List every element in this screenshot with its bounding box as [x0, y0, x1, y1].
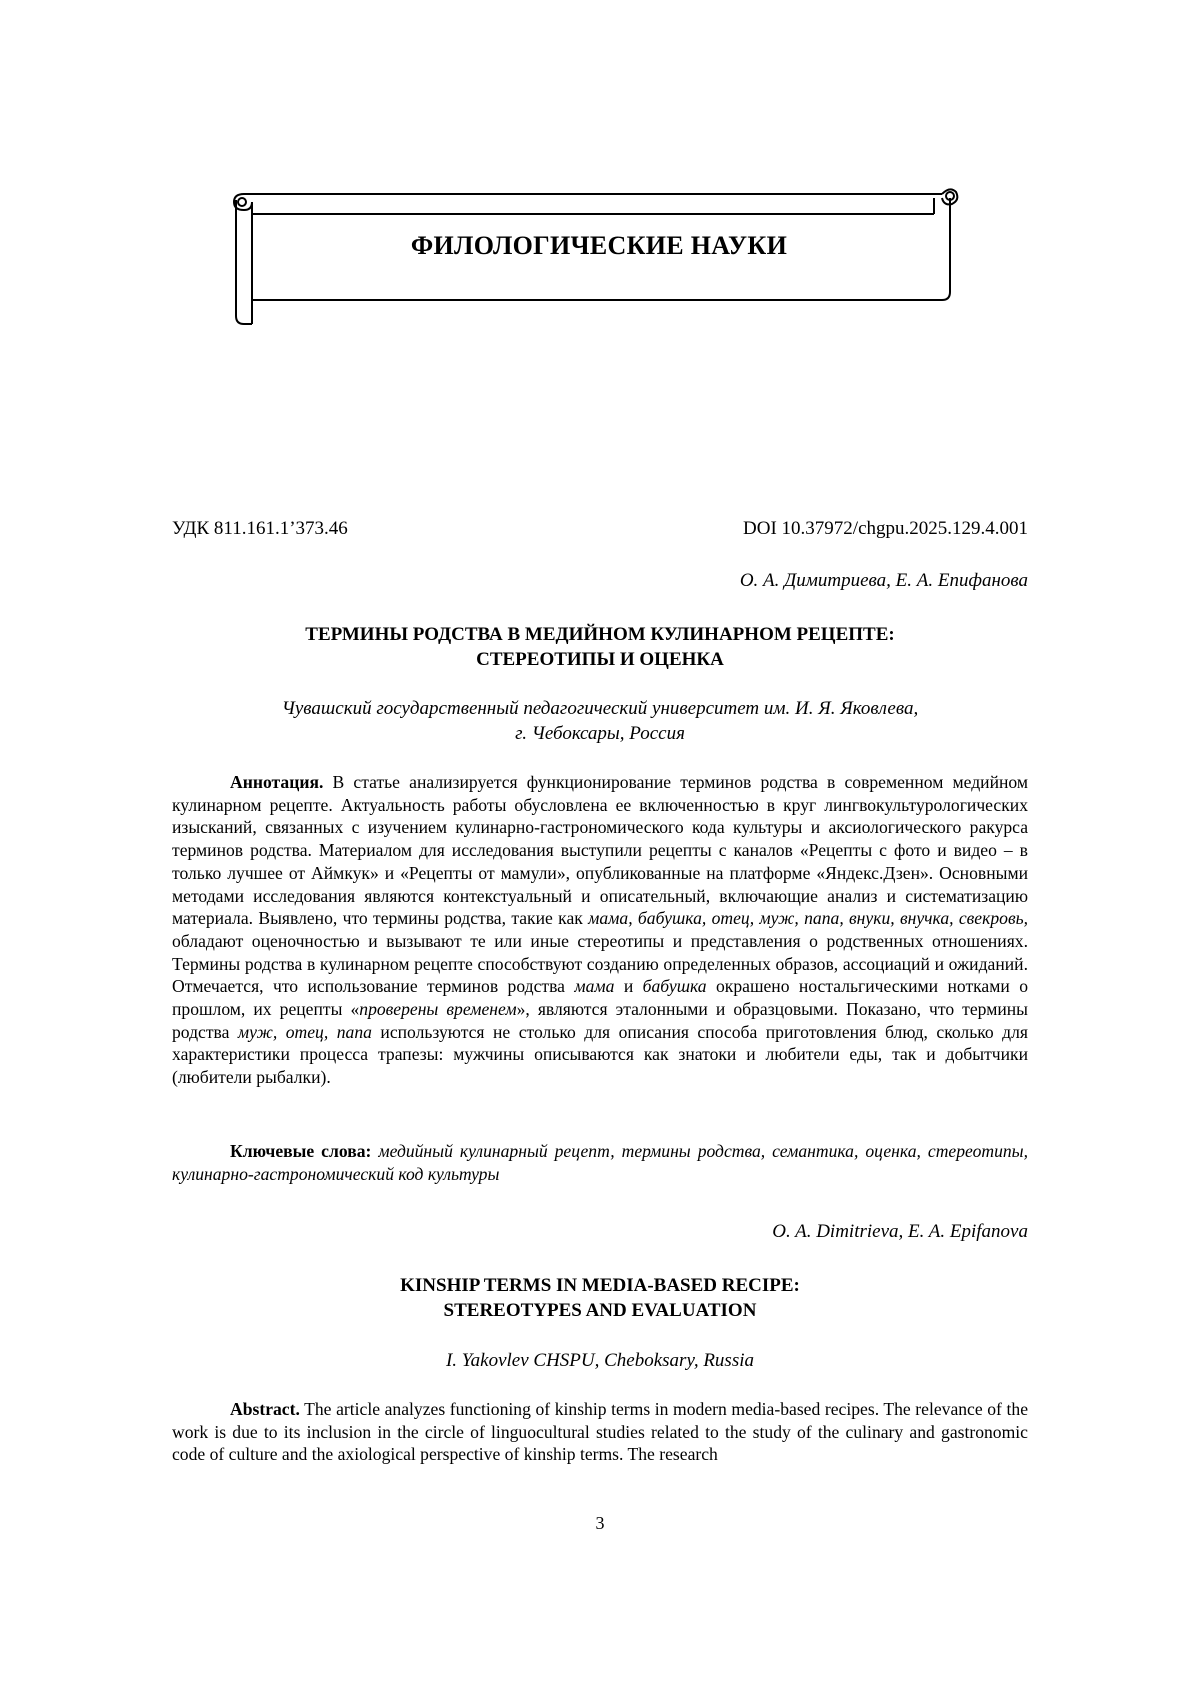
abstract-ru-emphasis: мама, бабушка, отец, муж, папа, внуки, внучка, свекровь, [588, 908, 1028, 929]
affiliation-ru [172, 696, 1028, 746]
udk-code: УДК 811.161.1’373.46 [172, 518, 348, 539]
abstract-en [172, 1398, 1028, 1466]
article-title-ru-line1: ТЕРМИНЫ РОДСТВА В МЕДИЙНОМ КУЛИНАРНОМ РЕЦЕПТЕ: [305, 624, 895, 645]
abstract-ru-emphasis: проверены временем [359, 999, 517, 1020]
article-title-en-line1: KINSHIP TERMS IN MEDIA-BASED RECIPE: [400, 1275, 800, 1296]
keywords-ru-label: Ключевые слова: [230, 1141, 372, 1161]
abstract-ru-text: обладают оценочностью и вызывают те или иные стереотипы и представления о родственных отношениях. Термины родства в кулинарном рецепте способствуют созданию определенных образов, ассоциаций и ожиданий. Отмечается, что использование терминов родства [172, 930, 1028, 997]
affiliation-ru-line1: Чувашский государственный педагогический университет им. И. Я. Яковлева, [281, 698, 919, 719]
abstract-ru-text: В статье анализируется функционирование терминов родства в современном медийном кулинарном рецепте. Актуальность работы обусловлена ее включенностью в круг лингвокультурологических изысканий, связанных с изучением кулинарно-гастрономического кода культуры и аксиологического ракурса терминов родства. Материалом для исследования выступили рецепты с каналов «Рецепты с фото и видео – в только лучшее от Аймкук» и «Рецепты от мамули», опубликованные на платформе «Яндекс.Дзен». Основными методами исследования являются контекстуальный и описательный, включающие анализ и систематизацию материала. Выявлено, что термины родства, такие как [172, 772, 1028, 929]
abstract-en-text: The article analyzes functioning of kinship terms in modern media-based recipes. The relevance of the work is due to its inclusion in the circle of linguocultural studies related to the study of the culinary and gastronomic code of culture and the axiological perspective of kinship terms. The research [172, 1399, 1028, 1465]
doi: DOI 10.37972/chgpu.2025.129.4.001 [743, 518, 1028, 539]
article-title-ru-line2: СТЕРЕОТИПЫ И ОЦЕНКА [476, 649, 724, 670]
abstract-ru-text: и [614, 976, 643, 997]
authors-en: O. A. Dimitrieva, E. A. Epifanova [772, 1221, 1028, 1242]
abstract-ru-label: Аннотация. [230, 772, 324, 792]
abstract-en-label: Abstract. [230, 1399, 300, 1419]
page-number: 3 [595, 1513, 605, 1533]
section-title: ФИЛОЛОГИЧЕСКИЕ НАУКИ [410, 231, 788, 260]
article-title-en [172, 1273, 1028, 1323]
authors-ru: О. А. Димитриева, Е. А. Епифанова [739, 570, 1028, 591]
article-title-en-line2: STEREOTYPES AND EVALUATION [443, 1300, 757, 1321]
article-title-ru [172, 622, 1028, 672]
abstract-ru-text: используются не столько для описания способа приготовления блюд, сколько для характеристики процесса трапезы: мужчины описываются как знатоки и любители еды, так и добытчики (любители рыбалки). [172, 1021, 1028, 1088]
keywords-ru [172, 1140, 1028, 1185]
abstract-ru-text: », являются эталонными и образцовыми. Показано, что термины родства [172, 999, 1028, 1042]
abstract-ru-text: окрашено ностальгическими нотками о прошлом, их рецепты « [172, 976, 1028, 1020]
abstract-ru-emphasis: мама [574, 976, 615, 997]
keywords-ru-text: медийный кулинарный рецепт, термины родства, семантика, оценка, стереотипы, кулинарно-гастрономический код культуры [172, 1141, 1028, 1184]
abstract-ru-emphasis: муж, отец, папа [237, 1021, 372, 1042]
abstract-ru [172, 771, 1028, 1089]
affiliation-en: I. Yakovlev CHSPU, Cheboksary, Russia [445, 1350, 755, 1371]
affiliation-ru-line2: г. Чебоксары, Россия [515, 723, 685, 744]
abstract-ru-emphasis: бабушка [642, 976, 707, 997]
